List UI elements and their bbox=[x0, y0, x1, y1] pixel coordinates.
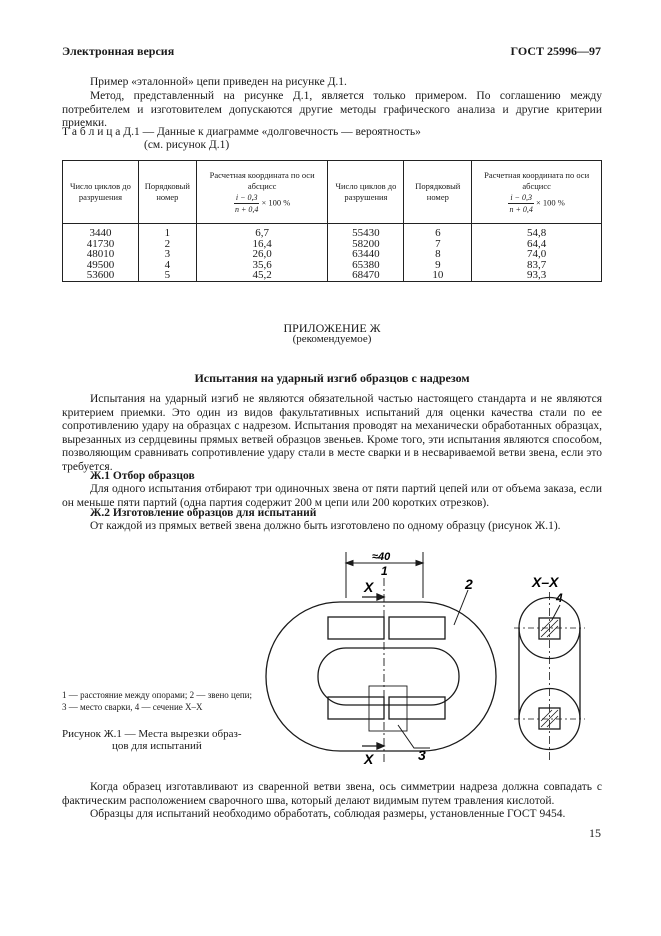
appendix-title: ПРИЛОЖЕНИЕ Ж bbox=[283, 321, 381, 335]
table-cell: 64,4 bbox=[472, 239, 602, 250]
formula-denominator-2: n + 0,4 bbox=[509, 204, 533, 214]
table-cell: 41730 bbox=[63, 239, 139, 250]
table-cell: 45,2 bbox=[196, 270, 328, 281]
specimen-top-right bbox=[389, 617, 445, 639]
header-coord-text-1: Расчетная координата по оси абсцисс bbox=[209, 169, 315, 191]
formula-denominator-1: n + 0,4 bbox=[234, 204, 259, 214]
section-mark-bottom-arrow bbox=[377, 743, 384, 749]
table-cell: 49500 bbox=[63, 260, 139, 271]
section-1-title: Ж.1 Отбор образцов bbox=[90, 470, 195, 482]
hatch bbox=[547, 716, 558, 727]
table-cell: 9 bbox=[404, 260, 472, 271]
outro-paragraph-1: Когда образец изготавливают из сваренной ветви звена, ось симметрии надреза должна совпадать с фактическим расположением сварочного шва, который делают видимым путем травления кислотой. bbox=[62, 781, 602, 807]
table-cell: 74,0 bbox=[472, 249, 602, 260]
section-mark-top-arrow bbox=[377, 594, 384, 600]
outro-paragraph-2: Образцы для испытаний необходимо обработать, соблюдая размеры, установленные ГОСТ 9454. bbox=[90, 808, 566, 820]
header-left: Электронная версия bbox=[62, 44, 175, 58]
figure-label-2: 2 bbox=[465, 576, 473, 592]
figure-label-3: 3 bbox=[418, 747, 426, 763]
hatch bbox=[541, 620, 552, 631]
header-order-1: Порядковый номер bbox=[138, 161, 196, 224]
figure-label-1: 1 bbox=[381, 564, 388, 578]
section-view-title: X–X bbox=[532, 574, 559, 590]
header-cycles-2: Число циклов до разрушения bbox=[328, 161, 404, 224]
section-1-text: Для одного испытания отбирают три одиночных звена от пяти партий цепей или от объема заказа, если он меньше пяти партий (одна партия содержит 200 м цепи или 200 коротких отрезков). bbox=[62, 483, 602, 509]
figure-caption-line2: цов для испытаний bbox=[112, 740, 202, 752]
table-cell: 48010 bbox=[63, 249, 139, 260]
page-number: 15 bbox=[589, 826, 601, 840]
table-cell: 2 bbox=[138, 239, 196, 250]
figure-label-4: 4 bbox=[556, 591, 563, 605]
table-cell: 68470 bbox=[328, 270, 404, 281]
table-cell: 53600 bbox=[63, 270, 139, 281]
table-cell: 16,4 bbox=[196, 239, 328, 250]
figure-caption-line1: Рисунок Ж.1 — Места вырезки образ- bbox=[62, 728, 242, 740]
weld-zone bbox=[369, 686, 407, 731]
header-order-2: Порядковый номер bbox=[404, 161, 472, 224]
link-outer-outline bbox=[266, 602, 496, 751]
table-cell: 1 bbox=[138, 224, 196, 239]
table-cell: 63440 bbox=[328, 249, 404, 260]
table-cell: 93,3 bbox=[472, 270, 602, 281]
header-coord-text-2: Расчетная координата по оси абсцисс bbox=[484, 169, 590, 191]
specimen-bottom-right bbox=[389, 697, 445, 719]
dimension-label: ≈40 bbox=[372, 551, 391, 563]
table-cell: 54,8 bbox=[472, 224, 602, 239]
formula-tail-1: × 100 % bbox=[261, 196, 291, 207]
formula-tail-2: × 100 % bbox=[535, 196, 565, 207]
figure-note: 1 — расстояние между опорами; 2 — звено цепи; 3 — место сварки, 4 — сечение X–X bbox=[62, 690, 252, 712]
formula-numerator-2: i − 0,3 bbox=[510, 192, 532, 202]
table-cell: 65380 bbox=[328, 260, 404, 271]
section-2-text: От каждой из прямых ветвей звена должно быть изготовлено по одному образцу (рисунок Ж.1). bbox=[90, 520, 561, 532]
dimension-arrow-left bbox=[346, 561, 353, 566]
leader-2 bbox=[454, 590, 468, 625]
section-label-top: X bbox=[364, 579, 374, 595]
dimension-arrow-right bbox=[416, 561, 423, 566]
appendix-subtitle: (рекомендуемое) bbox=[292, 333, 372, 345]
table-cell: 5 bbox=[138, 270, 196, 281]
intro-paragraph-1: Пример «эталонной» цепи приведен на рисунке Д.1. bbox=[90, 76, 347, 88]
table-cell: 35,6 bbox=[196, 260, 328, 271]
appendix-paragraph-1: Испытания на ударный изгиб не являются обязательной частью настоящего стандарта и не являются критерием приемки. Это один из видов факультативных испытаний для оценки качества стали по ее сопротивлению удару на образцах с надрезом. Испытания проводят на механически обработанных образцах, вырезанных из сердцевины прямых ветвей образцов звеньев. Кроме того, эти испытания являются способом, позволяющим сравнивать сопротивление удару стали в месте сварки и в несвариваемой ветви звена, если это требуется. bbox=[62, 393, 602, 473]
table-cell: 83,7 bbox=[472, 260, 602, 271]
table-caption-line1: Т а б л и ц а Д.1 — Данные к диаграмме «долговечность — вероятность» bbox=[62, 126, 421, 138]
table-cell: 6,7 bbox=[196, 224, 328, 239]
header-right: ГОСТ 25996—97 bbox=[510, 44, 601, 58]
appendix-heading: Испытания на ударный изгиб образцов с надрезом bbox=[194, 371, 470, 385]
table-cell: 7 bbox=[404, 239, 472, 250]
formula-numerator-1: i − 0,3 bbox=[235, 192, 258, 202]
table-cell: 10 bbox=[404, 270, 472, 281]
table-cell: 3440 bbox=[63, 224, 139, 239]
specimen-bottom-left bbox=[328, 697, 384, 719]
specimen-top-left bbox=[328, 617, 384, 639]
table-cell: 3 bbox=[138, 249, 196, 260]
leader-3 bbox=[398, 725, 430, 748]
table-cell: 58200 bbox=[328, 239, 404, 250]
table-caption-line2: (см. рисунок Д.1) bbox=[144, 139, 230, 151]
section-label-bottom: X bbox=[364, 751, 374, 767]
section-2-title: Ж.2 Изготовление образцов для испытаний bbox=[90, 507, 317, 519]
table-cell: 4 bbox=[138, 260, 196, 271]
table-cell: 6 bbox=[404, 224, 472, 239]
table-cell: 8 bbox=[404, 249, 472, 260]
table-cell: 55430 bbox=[328, 224, 404, 239]
table-cell: 26,0 bbox=[196, 249, 328, 260]
figure-caption bbox=[62, 728, 252, 752]
intro-paragraph-2: Метод, представленный на рисунке Д.1, является только примером. По соглашению между потребителем и изготовителем допускаются другие методы графического анализа и другие критерии приемки. bbox=[62, 90, 602, 130]
header-cycles-1: Число циклов до разрушения bbox=[63, 161, 139, 224]
